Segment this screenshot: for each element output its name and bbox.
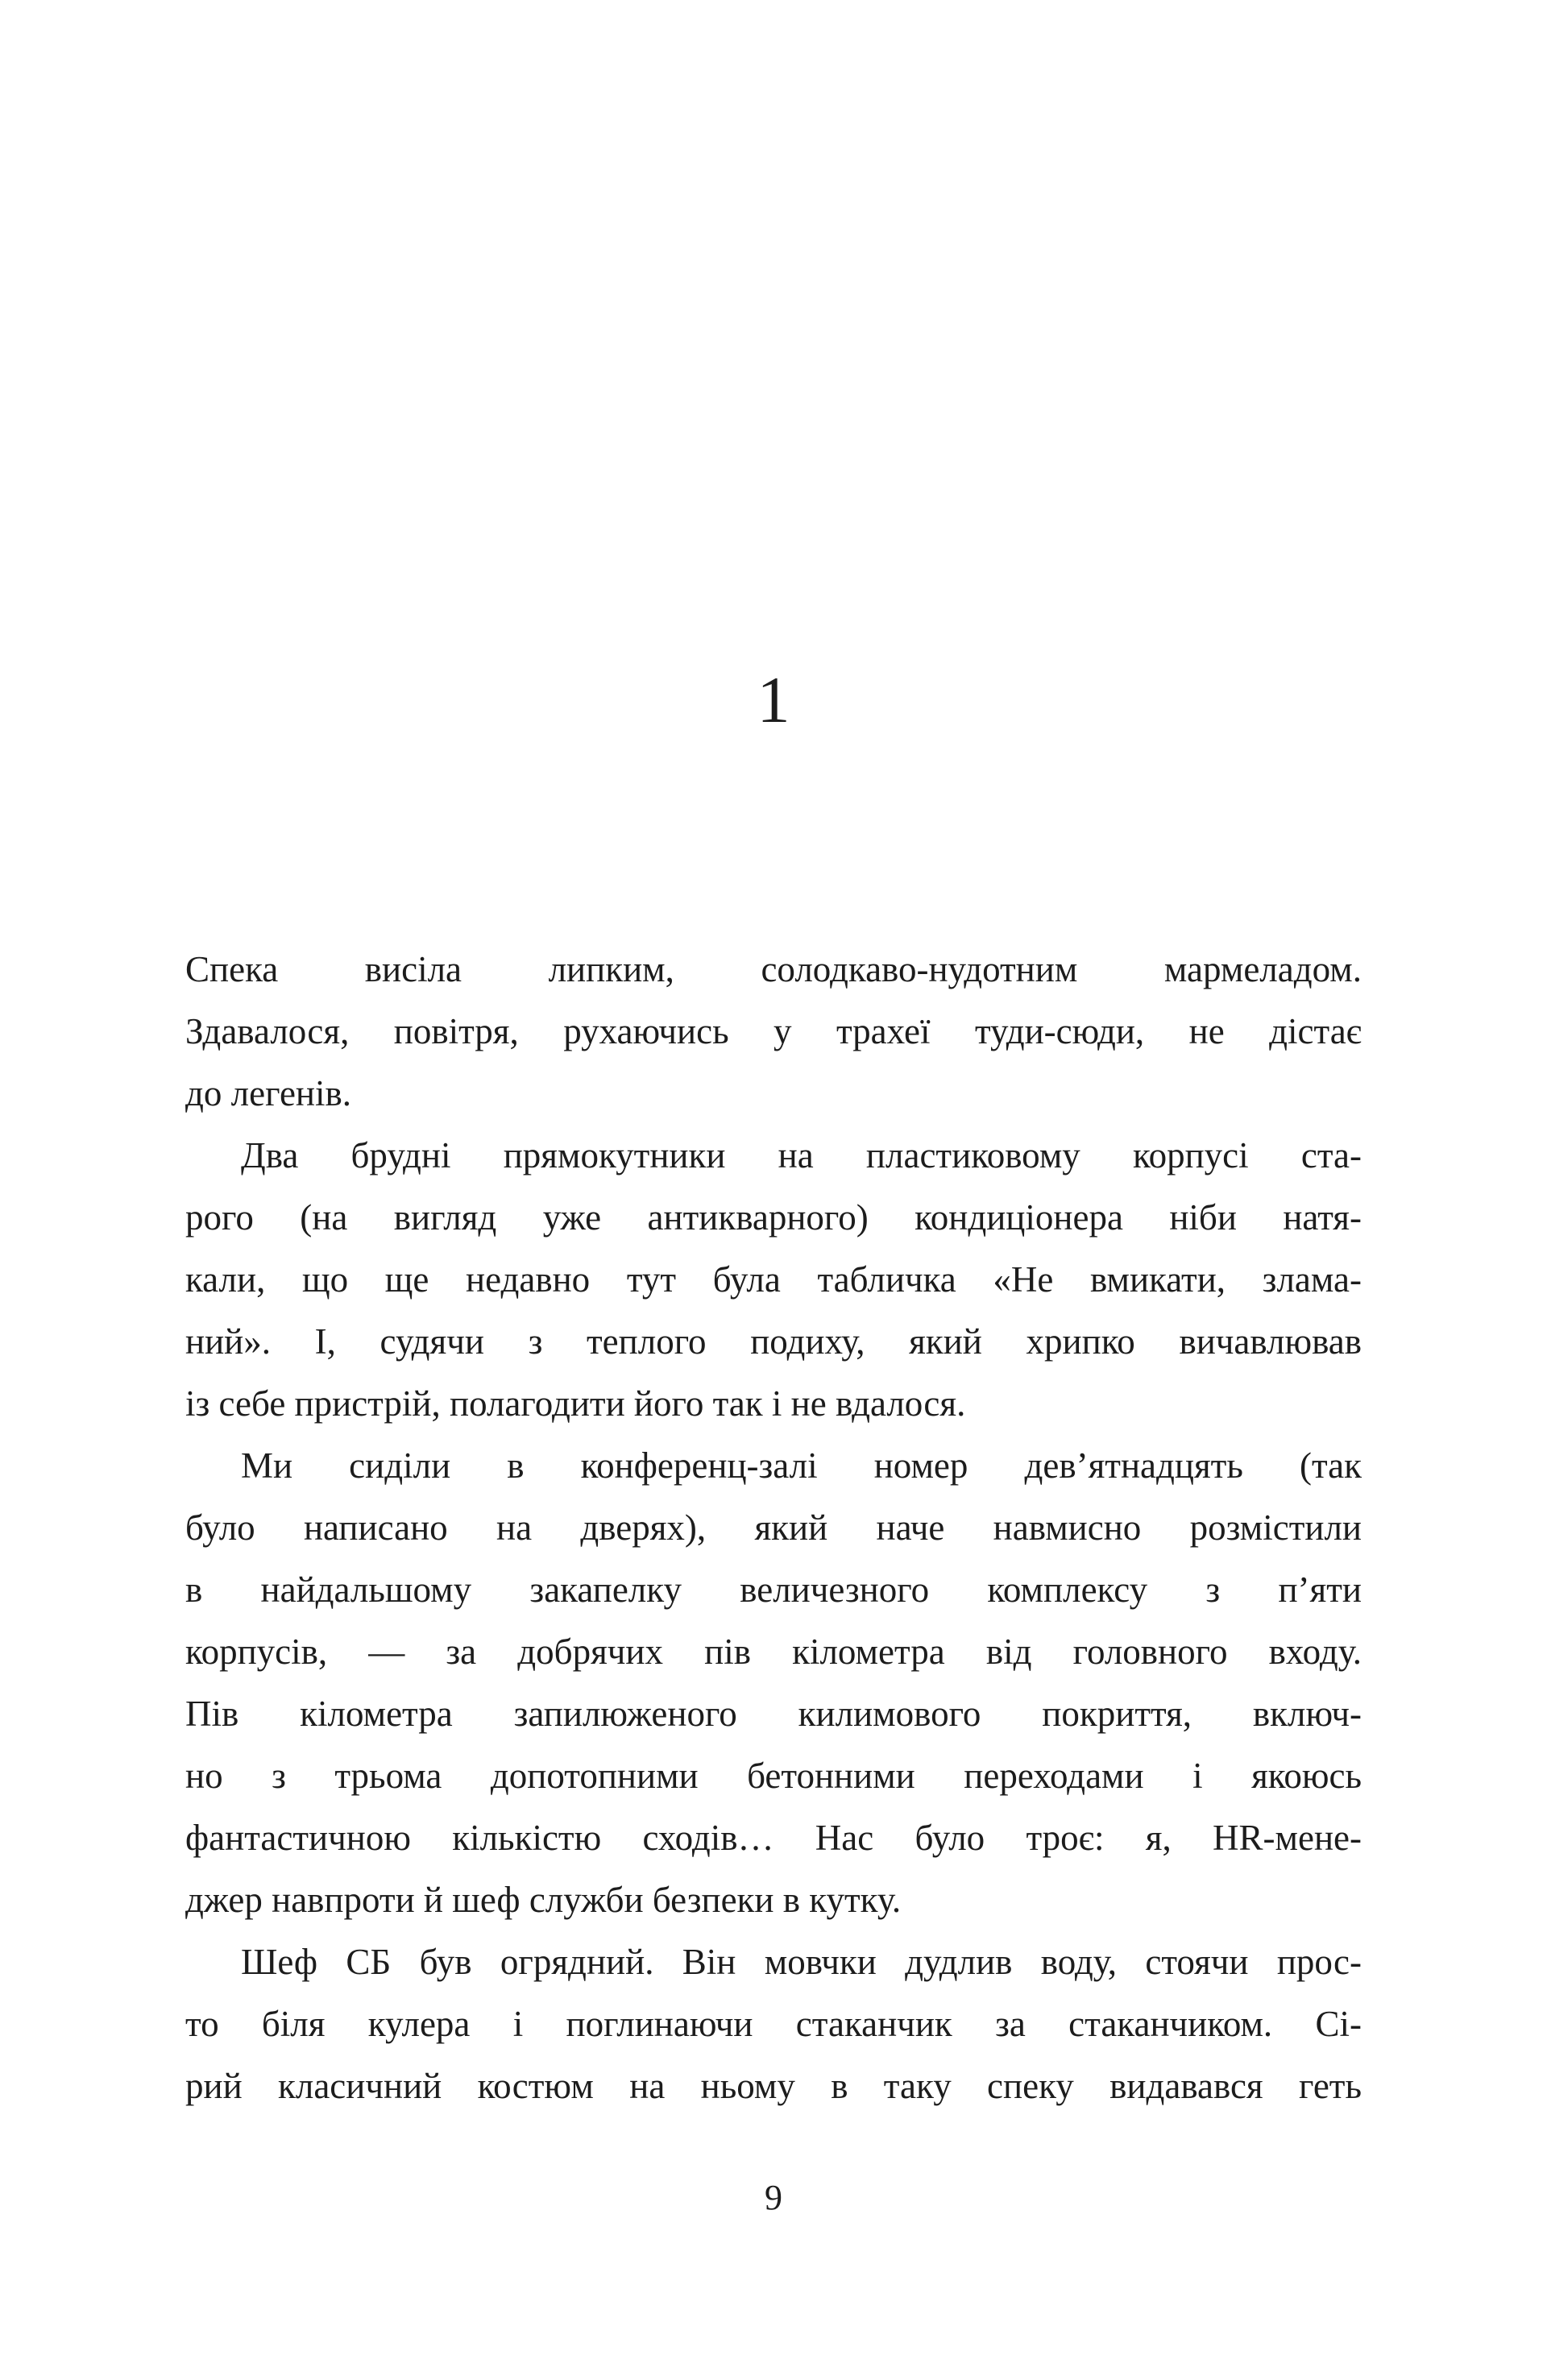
text-line: то біля кулера і поглинаючи стаканчик за стаканчиком. Сі- — [185, 2004, 1362, 2044]
text-line: джер навпроти й шеф служби безпеки в кутку. — [185, 1880, 902, 1920]
text-line: но з трьома допотопними бетонними переходами і якоюсь — [185, 1756, 1362, 1796]
text-line: корпусів, — за добрячих пів кілометра від головного входу. — [185, 1632, 1362, 1672]
text-line: із себе пристрій, полагодити його так і не вдалося. — [185, 1383, 966, 1424]
text-line: Шеф СБ був огрядний. Він мовчки дудлив воду, стоячи прос- — [241, 1942, 1362, 1982]
text-line: рий класичний костюм на ньому в таку спеку видавався геть — [185, 2066, 1362, 2106]
body-text — [185, 939, 1362, 2117]
chapter-number: 1 — [757, 663, 790, 736]
text-line: було написано на дверях), який наче навмисно розмістили — [185, 1507, 1362, 1548]
text-line: в найдальшому закапелку величезного комплексу з п’яти — [185, 1569, 1362, 1610]
text-line: Два брудні прямокутники на пластиковому корпусі ста- — [241, 1135, 1362, 1175]
page-number: 9 — [765, 2178, 782, 2217]
text-line: ний». І, судячи з теплого подиху, який хрипко вичавлював — [185, 1321, 1362, 1362]
text-line: Ми сиділи в конференц-залі номер дев’ятнадцять (так — [241, 1445, 1362, 1486]
text-line: до легенів. — [185, 1073, 351, 1113]
text-line: Пів кілометра запилюженого килимового покриття, включ- — [185, 1694, 1362, 1734]
text-line: Здавалося, повітря, рухаючись у трахеї туди-сюди, не дістає — [185, 1011, 1362, 1051]
text-line: фантастичною кількістю сходів… Нас було троє: я, HR-мене- — [185, 1818, 1362, 1858]
text-line: кали, що ще недавно тут була табличка «Не вмикати, злама- — [185, 1259, 1362, 1300]
text-line: рого (на вигляд уже антикварного) кондиціонера ніби натя- — [185, 1197, 1362, 1238]
text-line: Спека висіла липким, солодкаво-нудотним мармеладом. — [185, 949, 1362, 989]
